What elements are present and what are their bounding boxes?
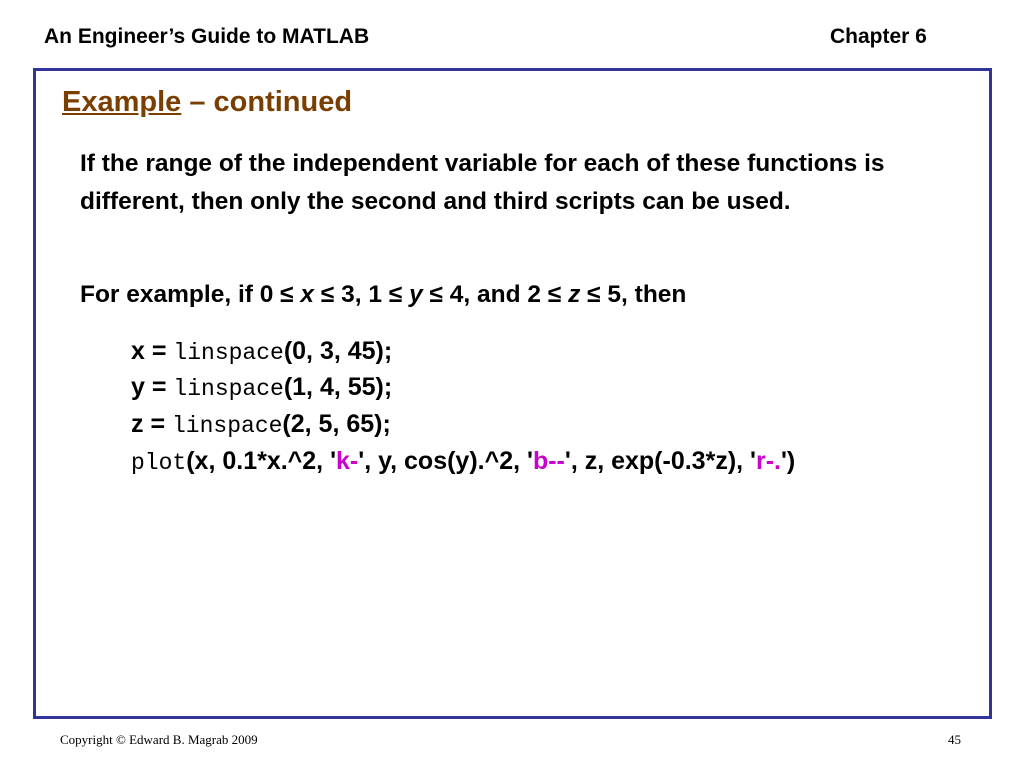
code-function: linspace bbox=[173, 376, 284, 402]
code-var: z = bbox=[131, 410, 172, 438]
slide-title-rest: – continued bbox=[181, 86, 353, 118]
le-symbol: ≤ bbox=[587, 281, 601, 308]
le-symbol: ≤ bbox=[429, 281, 443, 308]
code-function: plot bbox=[131, 450, 187, 476]
slide-title bbox=[62, 86, 352, 119]
example-text-4: 5, then bbox=[600, 281, 687, 308]
code-args: (2, 5, 65); bbox=[282, 410, 391, 438]
example-text-2: 3, 1 bbox=[334, 281, 389, 308]
slide-title-underlined: Example bbox=[62, 86, 182, 118]
code-function: linspace bbox=[173, 340, 284, 366]
code-line-y bbox=[131, 369, 392, 407]
example-text-1: For example, if 0 bbox=[80, 281, 281, 308]
code-args: ', y, cos(y).^2, ' bbox=[358, 447, 533, 475]
page-number: 45 bbox=[948, 732, 961, 747]
code-line-z bbox=[131, 406, 391, 444]
variable-z: z bbox=[568, 281, 581, 308]
variable-y: y bbox=[409, 281, 423, 308]
code-line-plot bbox=[131, 443, 795, 481]
le-symbol: ≤ bbox=[547, 281, 562, 308]
copyright: Copyright © Edward B. Magrab 2009 bbox=[60, 732, 258, 747]
paragraph-range-text: If the range of the independent variable for each of these functions is different, then only the second and third scripts can be used. bbox=[80, 150, 885, 215]
code-args: ', z, exp(-0.3*z), ' bbox=[564, 447, 756, 475]
code-args: ') bbox=[780, 447, 796, 475]
code-line-x bbox=[131, 333, 392, 371]
code-var: x = bbox=[131, 337, 174, 365]
paragraph-example bbox=[80, 276, 980, 314]
code-var: y = bbox=[131, 373, 174, 401]
code-args: (1, 4, 55); bbox=[283, 373, 393, 401]
variable-x: x bbox=[300, 281, 315, 308]
chapter-label: Chapter 6 bbox=[830, 25, 927, 48]
le-symbol: ≤ bbox=[388, 281, 403, 308]
code-args: (x, 0.1*x.^2, ' bbox=[186, 447, 337, 475]
line-style-k: k- bbox=[336, 447, 359, 475]
le-symbol: ≤ bbox=[320, 281, 335, 308]
example-text-3: 4, and 2 bbox=[442, 281, 548, 308]
code-args: (0, 3, 45); bbox=[283, 337, 393, 365]
line-style-r: r-. bbox=[755, 447, 781, 475]
le-symbol: ≤ bbox=[280, 281, 294, 308]
code-function: linspace bbox=[172, 413, 283, 439]
book-title: An Engineer’s Guide to MATLAB bbox=[44, 25, 370, 48]
paragraph-range bbox=[80, 145, 980, 221]
line-style-b: b-- bbox=[532, 447, 565, 475]
